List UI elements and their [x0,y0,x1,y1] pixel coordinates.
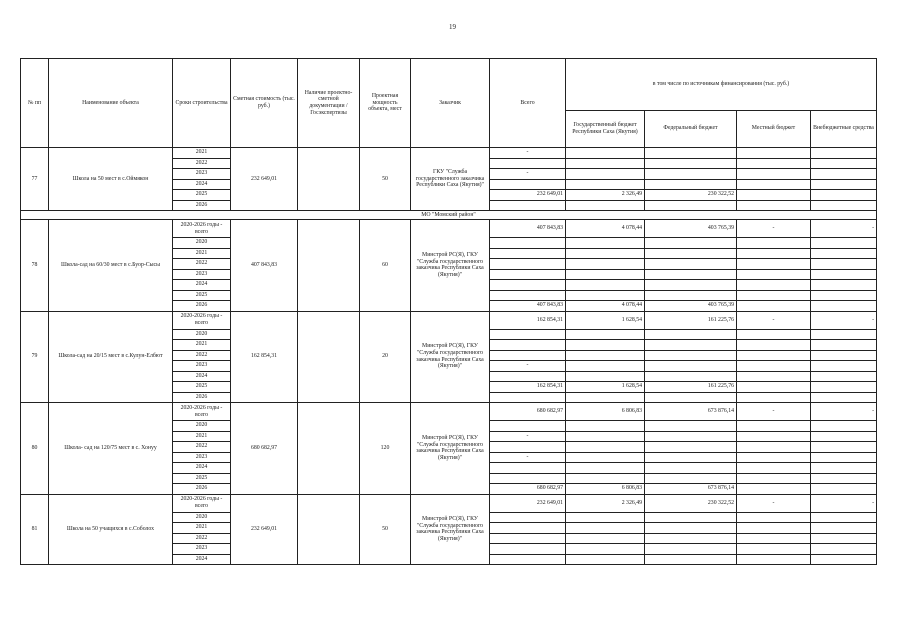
cell-extra [811,463,877,474]
cell-state: 4 078,44 [566,220,645,238]
cell-total [490,158,566,169]
cell-federal [645,452,737,463]
cell-federal [645,421,737,432]
row-year: 2024 [173,554,231,565]
cell-federal: 230 322,52 [645,190,737,201]
cell-extra [811,301,877,312]
cell-total [490,533,566,544]
table-row [21,220,877,238]
header-name: Наименование объекта [49,59,173,148]
row-year: 2021 [173,340,231,351]
cell-state [566,473,645,484]
cell-total [490,371,566,382]
row-year: 2023 [173,269,231,280]
row-year: 2024 [173,280,231,291]
cell-local [737,148,811,159]
cell-total [490,179,566,190]
row-year: 2023 [173,169,231,180]
cell-state [566,238,645,249]
cell-local [737,523,811,534]
cell-extra [811,290,877,301]
cell-state: 1 628,54 [566,382,645,393]
cell-federal [645,158,737,169]
cell-extra [811,259,877,270]
cell-state [566,371,645,382]
cell-federal [645,269,737,280]
cell-total [490,350,566,361]
cell-local: - [737,220,811,238]
cell-total: 680 682,97 [490,403,566,421]
cell-extra [811,484,877,495]
cell-local [737,392,811,403]
cell-state [566,280,645,291]
cell-federal [645,329,737,340]
cell-state [566,169,645,180]
cell-local [737,259,811,270]
cell-federal [645,238,737,249]
row-year: 2022 [173,259,231,270]
cell-state [566,361,645,372]
cell-local [737,301,811,312]
cell-local [737,280,811,291]
cell-local [737,533,811,544]
cell-federal [645,544,737,555]
cell-local [737,238,811,249]
object-psd [298,148,360,211]
table-row [21,311,877,329]
cell-extra [811,523,877,534]
row-year: 2025 [173,290,231,301]
object-number: 79 [21,311,49,403]
object-number: 78 [21,220,49,312]
row-year: 2026 [173,200,231,211]
cell-total: 407 843,83 [490,220,566,238]
cell-state [566,452,645,463]
cell-extra [811,452,877,463]
cell-federal [645,554,737,565]
object-capacity: 20 [360,311,411,403]
cell-federal [645,431,737,442]
cell-local [737,382,811,393]
cell-total [490,280,566,291]
object-name: Школа-сад на 20/15 мест в с.Кулун-Елбют [49,311,173,403]
header-total: Всего [490,59,566,148]
cell-state [566,523,645,534]
cell-extra [811,238,877,249]
cell-extra [811,158,877,169]
financing-table [20,58,877,565]
cell-local [737,329,811,340]
cell-federal [645,200,737,211]
object-customer: Минстрой РС(Я), ГКУ "Служба государственного заказчика Республики Саха (Якутия)" [411,494,490,565]
cell-federal: 673 876,14 [645,484,737,495]
object-name: Школа-сад на 60/30 мест в с.Буор-Сысы [49,220,173,312]
row-year: 2022 [173,442,231,453]
cell-federal [645,340,737,351]
row-year: 2023 [173,361,231,372]
object-psd [298,494,360,565]
cell-extra [811,473,877,484]
cell-local [737,512,811,523]
cell-state [566,512,645,523]
cell-state: 6 806,83 [566,484,645,495]
cell-state [566,290,645,301]
cell-total [490,248,566,259]
object-name: Школа на 50 мест в с.Оймякон [49,148,173,211]
cell-federal: 673 876,14 [645,403,737,421]
object-cost: 232 649,01 [231,148,298,211]
cell-total [490,329,566,340]
cell-state [566,350,645,361]
cell-local [737,463,811,474]
cell-state [566,544,645,555]
header-sources: в том числе по источникам финансирования (тыс. руб.) [566,59,877,111]
cell-state [566,442,645,453]
cell-extra [811,169,877,180]
cell-state [566,269,645,280]
cell-total: - [490,452,566,463]
cell-total [490,259,566,270]
cell-federal [645,533,737,544]
cell-local [737,200,811,211]
row-year: 2020-2026 годы - всего [173,403,231,421]
district-label: МО "Момский район" [21,211,877,220]
table-row [21,494,877,512]
cell-total: - [490,361,566,372]
cell-local [737,350,811,361]
cell-state [566,340,645,351]
cell-state [566,158,645,169]
header-psd: Наличие проектно-сметной документации /Госэкспертизы [298,59,360,148]
cell-federal [645,179,737,190]
cell-state [566,554,645,565]
cell-federal [645,463,737,474]
cell-federal: 161 225,76 [645,311,737,329]
cell-local [737,452,811,463]
cell-total [490,554,566,565]
row-year: 2022 [173,533,231,544]
object-name: Школа на 50 учащихся в с.Соболох [49,494,173,565]
row-year: 2022 [173,158,231,169]
cell-state [566,431,645,442]
object-number: 81 [21,494,49,565]
row-year: 2024 [173,179,231,190]
cell-extra: - [811,311,877,329]
cell-state [566,179,645,190]
cell-local [737,190,811,201]
row-year: 2023 [173,452,231,463]
cell-local [737,269,811,280]
cell-extra [811,148,877,159]
object-customer: Минстрой РС(Я), ГКУ "Служба государственного заказчика Республики Саха (Якутия)" [411,220,490,312]
cell-federal [645,350,737,361]
cell-extra [811,371,877,382]
cell-federal: 161 225,76 [645,382,737,393]
row-year: 2021 [173,248,231,259]
cell-extra [811,421,877,432]
header-capacity: Проектная мощность объекта, мест [360,59,411,148]
row-year: 2026 [173,392,231,403]
cell-total: 407 843,83 [490,301,566,312]
cell-extra [811,392,877,403]
cell-total [490,269,566,280]
cell-extra [811,544,877,555]
table-row [21,148,877,159]
object-cost: 680 682,97 [231,403,298,495]
cell-local [737,544,811,555]
header-cost: Сметная стоимость (тыс. руб.) [231,59,298,148]
cell-state [566,148,645,159]
cell-extra [811,431,877,442]
cell-extra [811,512,877,523]
row-year: 2020-2026 годы - всего [173,494,231,512]
cell-state [566,248,645,259]
cell-local: - [737,311,811,329]
cell-local [737,473,811,484]
cell-extra: - [811,494,877,512]
object-customer: Минстрой РС(Я), ГКУ "Служба государственного заказчика Республики Саха (Якутия)" [411,403,490,495]
cell-federal [645,392,737,403]
cell-total [490,512,566,523]
cell-extra: - [811,220,877,238]
cell-state [566,329,645,340]
cell-extra [811,200,877,211]
cell-total: - [490,431,566,442]
cell-state [566,463,645,474]
cell-state [566,533,645,544]
cell-total [490,523,566,534]
cell-state [566,392,645,403]
header-no: № пп [21,59,49,148]
header-terms: Сроки строительства [173,59,231,148]
header-customer: Заказчик [411,59,490,148]
cell-local [737,179,811,190]
cell-federal [645,442,737,453]
cell-state: 4 078,44 [566,301,645,312]
cell-extra [811,269,877,280]
cell-federal [645,290,737,301]
cell-local [737,431,811,442]
row-year: 2024 [173,371,231,382]
cell-local: - [737,403,811,421]
cell-federal [645,248,737,259]
cell-local: - [737,494,811,512]
cell-state [566,421,645,432]
cell-federal [645,371,737,382]
cell-total [490,238,566,249]
row-year: 2025 [173,382,231,393]
cell-federal [645,473,737,484]
cell-extra [811,190,877,201]
cell-federal [645,169,737,180]
object-psd [298,311,360,403]
header-state: Государственный бюджет Республики Саха (Якутия) [566,110,645,147]
cell-local [737,158,811,169]
page-number: 19 [449,23,456,31]
cell-local [737,421,811,432]
row-year: 2025 [173,190,231,201]
cell-extra [811,442,877,453]
cell-state: 6 806,83 [566,403,645,421]
cell-extra [811,533,877,544]
cell-local [737,340,811,351]
cell-total [490,421,566,432]
cell-federal: 403 765,39 [645,301,737,312]
row-year: 2021 [173,431,231,442]
cell-total: 162 854,31 [490,382,566,393]
row-year: 2022 [173,350,231,361]
row-year: 2020 [173,421,231,432]
cell-extra [811,280,877,291]
cell-total: 232 649,01 [490,494,566,512]
cell-extra [811,350,877,361]
cell-local [737,290,811,301]
cell-federal [645,361,737,372]
cell-state [566,259,645,270]
object-customer: Минстрой РС(Я), ГКУ "Служба государственного заказчика Республики Саха (Якутия)" [411,311,490,403]
row-year: 2026 [173,484,231,495]
cell-total [490,473,566,484]
table-body [21,148,877,565]
cell-federal [645,148,737,159]
cell-extra [811,340,877,351]
row-year: 2020 [173,329,231,340]
row-year: 2020-2026 годы - всего [173,220,231,238]
cell-local [737,442,811,453]
cell-state: 2 326,49 [566,494,645,512]
cell-total [490,340,566,351]
object-cost: 232 649,01 [231,494,298,565]
cell-total: 680 682,97 [490,484,566,495]
cell-extra [811,361,877,372]
cell-federal: 230 322,52 [645,494,737,512]
cell-total: 232 649,01 [490,190,566,201]
object-name: Школа- сад на 120/75 мест в с. Хонуу [49,403,173,495]
cell-state: 1 628,54 [566,311,645,329]
cell-extra [811,382,877,393]
row-year: 2024 [173,463,231,474]
cell-local [737,554,811,565]
cell-local [737,361,811,372]
table-header [21,59,877,148]
row-year: 2025 [173,473,231,484]
header-extra: Внебюджетные средства [811,110,877,147]
cell-state: 2 326,49 [566,190,645,201]
cell-local [737,371,811,382]
cell-local [737,248,811,259]
object-psd [298,220,360,312]
row-year: 2023 [173,544,231,555]
district-row [21,211,877,220]
row-year: 2021 [173,523,231,534]
cell-federal [645,512,737,523]
cell-extra [811,329,877,340]
cell-total: - [490,148,566,159]
cell-total: 162 854,31 [490,311,566,329]
object-psd [298,403,360,495]
cell-local [737,169,811,180]
cell-extra [811,248,877,259]
header-local: Местный бюджет [737,110,811,147]
cell-total [490,200,566,211]
cell-total [490,544,566,555]
cell-extra: - [811,403,877,421]
cell-extra [811,179,877,190]
cell-extra [811,554,877,565]
row-year: 2020-2026 годы - всего [173,311,231,329]
cell-state [566,200,645,211]
row-year: 2020 [173,238,231,249]
row-year: 2026 [173,301,231,312]
cell-federal [645,259,737,270]
object-number: 80 [21,403,49,495]
cell-federal: 403 765,39 [645,220,737,238]
header-federal: Федеральный бюджет [645,110,737,147]
object-cost: 162 854,31 [231,311,298,403]
object-capacity: 60 [360,220,411,312]
object-capacity: 50 [360,148,411,211]
row-year: 2021 [173,148,231,159]
object-capacity: 120 [360,403,411,495]
object-customer: ГКУ "Служба государственного заказчика Республики Саха (Якутия)" [411,148,490,211]
cell-total [490,442,566,453]
cell-federal [645,523,737,534]
cell-total [490,290,566,301]
cell-total [490,392,566,403]
cell-local [737,484,811,495]
object-number: 77 [21,148,49,211]
cell-federal [645,280,737,291]
cell-total [490,463,566,474]
cell-total: - [490,169,566,180]
row-year: 2020 [173,512,231,523]
object-capacity: 50 [360,494,411,565]
object-cost: 407 843,83 [231,220,298,312]
table-row [21,403,877,421]
